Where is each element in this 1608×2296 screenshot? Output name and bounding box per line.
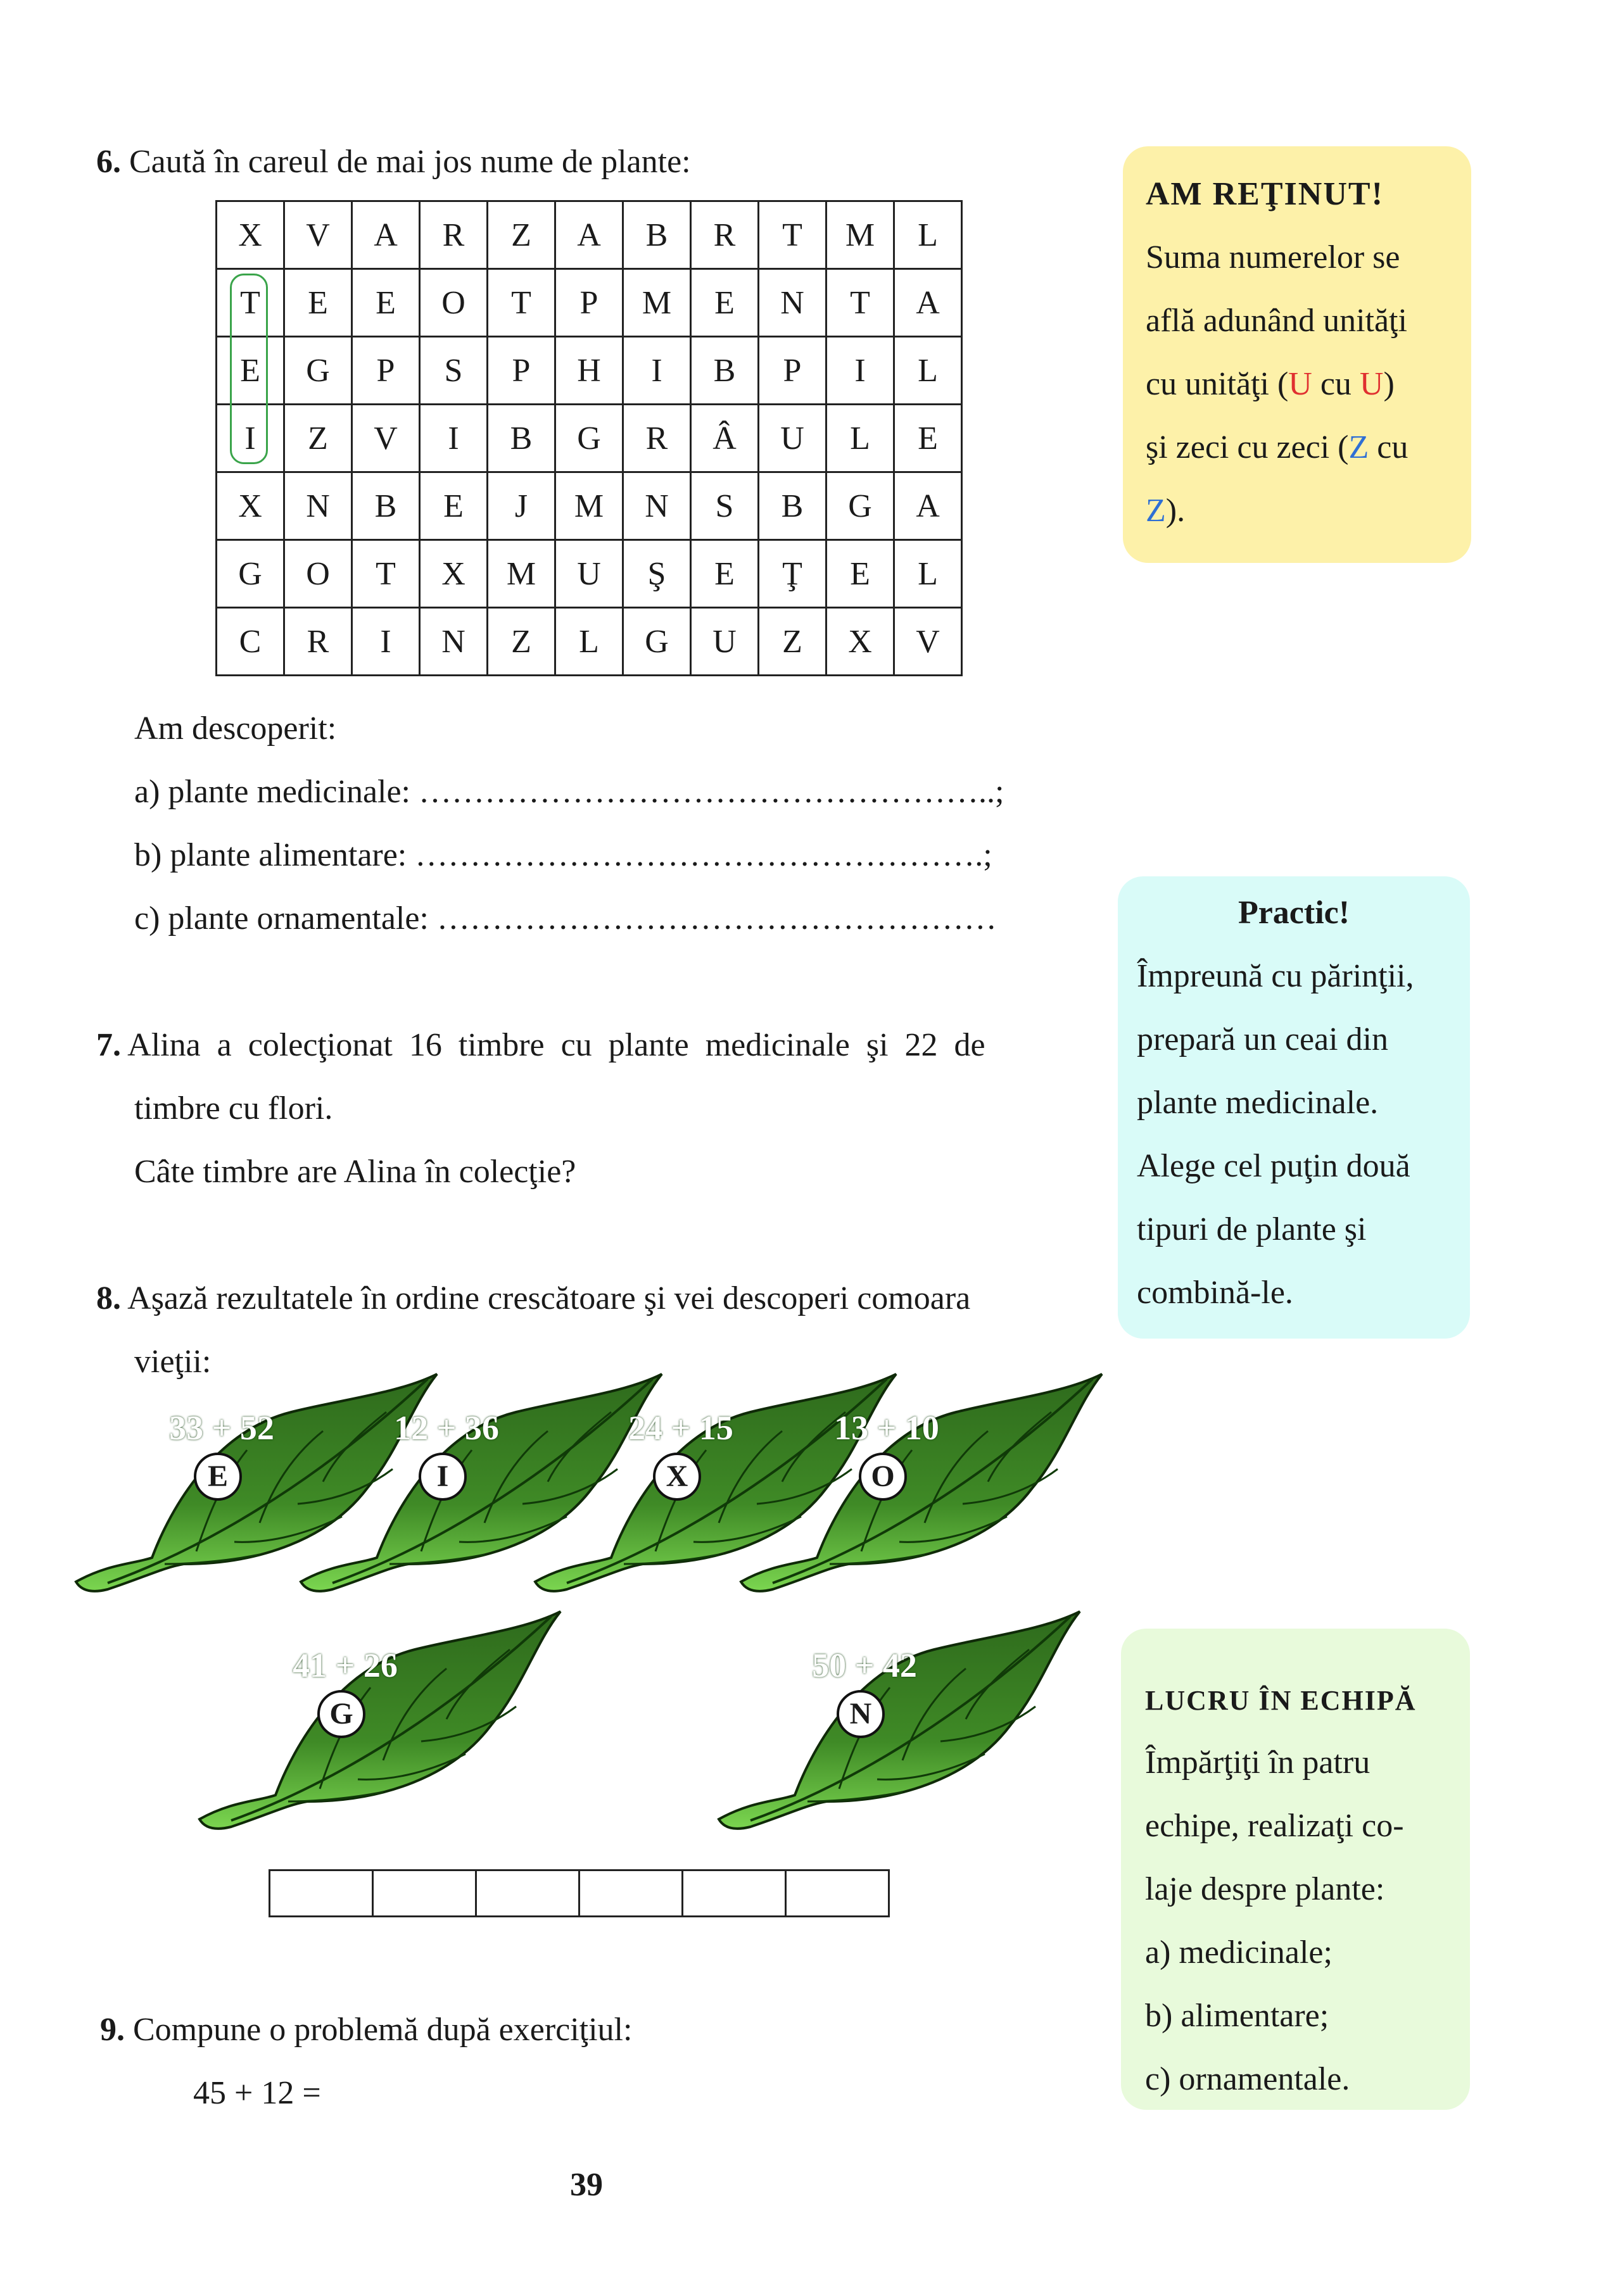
grid-row — [217, 201, 962, 269]
grid-row — [217, 337, 962, 405]
lucru-line: b) alimentare; — [1145, 1998, 1329, 2034]
grid-cell[interactable]: L — [555, 608, 623, 676]
practic-line: Împreună cu părinţii, — [1137, 958, 1414, 994]
ex6-answer-medicinal[interactable]: a) plante medicinale: ……………………………………………..; — [134, 774, 1004, 810]
grid-cell[interactable]: X — [217, 201, 284, 269]
grid-cell[interactable]: R — [420, 201, 488, 269]
retinut-line — [1146, 495, 1185, 527]
ex9-equation: 45 + 12 = — [193, 2075, 321, 2111]
grid-cell[interactable]: A — [894, 269, 962, 337]
ex8-line1 — [96, 1282, 970, 1315]
grid-cell[interactable]: L — [894, 201, 962, 269]
practic-line: combină-le. — [1137, 1275, 1293, 1311]
grid-cell[interactable]: N — [284, 472, 352, 540]
grid-cell[interactable]: X — [217, 472, 284, 540]
grid-cell[interactable]: N — [420, 608, 488, 676]
units-letter: U — [1288, 366, 1312, 402]
ex8-number: 8. — [96, 1280, 121, 1316]
grid-cell[interactable]: O — [420, 269, 488, 337]
retinut-line — [1146, 431, 1408, 464]
ex8-line2: vieţii: — [134, 1344, 212, 1380]
grid-cell[interactable]: E — [352, 269, 420, 337]
grid-cell[interactable]: S — [420, 337, 488, 405]
grid-cell[interactable]: L — [826, 405, 894, 472]
grid-cell[interactable]: U — [555, 540, 623, 608]
grid-cell[interactable]: Â — [691, 405, 759, 472]
leaf-letter-badge: N — [837, 1690, 885, 1738]
lucru-line: c) ornamentale. — [1145, 2061, 1350, 2097]
tens-letter: Z — [1146, 493, 1166, 529]
grid-cell[interactable]: O — [284, 540, 352, 608]
answer-cell[interactable] — [681, 1869, 787, 1917]
grid-cell[interactable]: R — [623, 405, 691, 472]
page-number: 39 — [570, 2167, 603, 2203]
grid-cell[interactable]: H — [555, 337, 623, 405]
tens-letter: Z — [1348, 429, 1369, 465]
grid-cell[interactable]: Z — [759, 608, 826, 676]
grid-cell[interactable]: I — [352, 608, 420, 676]
answer-cell[interactable] — [372, 1869, 477, 1917]
practic-box — [1118, 876, 1470, 1339]
grid-cell[interactable]: T — [826, 269, 894, 337]
grid-row — [217, 269, 962, 337]
grid-cell[interactable]: G — [623, 608, 691, 676]
grid-cell[interactable]: L — [894, 540, 962, 608]
grid-cell[interactable]: E — [826, 540, 894, 608]
retinut-title: AM REŢINUT! — [1146, 176, 1384, 212]
found-word-highlight — [230, 274, 268, 464]
grid-cell[interactable]: P — [759, 337, 826, 405]
leaf-5[interactable] — [193, 1612, 560, 1839]
grid-cell[interactable]: Ţ — [759, 540, 826, 608]
grid-cell[interactable]: I — [420, 405, 488, 472]
leaf-letter-badge: I — [419, 1453, 467, 1501]
ex7-number: 7. — [96, 1027, 121, 1063]
ex9-text: Compune o problemă după exerciţiul: — [133, 2012, 633, 2048]
grid-cell[interactable]: X — [826, 608, 894, 676]
grid-cell[interactable]: T — [759, 201, 826, 269]
grid-cell[interactable]: Z — [488, 201, 555, 269]
answer-cell[interactable] — [578, 1869, 683, 1917]
retinut-text: ). — [1165, 493, 1186, 529]
grid-cell[interactable]: U — [759, 405, 826, 472]
ex9-number: 9. — [100, 2012, 125, 2048]
leaf-expression: 33 + 52 — [169, 1409, 274, 1447]
grid-cell[interactable]: A — [352, 201, 420, 269]
grid-cell[interactable]: V — [352, 405, 420, 472]
grid-cell[interactable]: P — [352, 337, 420, 405]
lucru-line: laje despre plante: — [1145, 1871, 1385, 1907]
grid-cell[interactable]: M — [623, 269, 691, 337]
ex8-text: Aşază rezultatele în ordine crescătoare şi vei descoperi comoara — [127, 1280, 971, 1316]
leaf-expression: 12 + 36 — [394, 1409, 499, 1447]
grid-cell[interactable]: I — [623, 337, 691, 405]
grid-cell[interactable]: Z — [488, 608, 555, 676]
grid-cell[interactable]: R — [284, 608, 352, 676]
answer-cell[interactable] — [269, 1869, 374, 1917]
grid-cell[interactable]: M — [488, 540, 555, 608]
grid-cell[interactable]: M — [555, 472, 623, 540]
answer-cell[interactable] — [785, 1869, 890, 1917]
ex9-prompt — [100, 2014, 632, 2047]
grid-cell[interactable]: U — [691, 608, 759, 676]
grid-cell[interactable]: N — [759, 269, 826, 337]
grid-cell[interactable]: G — [826, 472, 894, 540]
practic-line: plante medicinale. — [1137, 1085, 1379, 1121]
grid-row — [217, 608, 962, 676]
grid-cell[interactable]: P — [555, 269, 623, 337]
leaf-letter-badge: G — [317, 1690, 365, 1738]
leaf-4[interactable] — [735, 1374, 1102, 1602]
grid-row — [217, 540, 962, 608]
ex7-line1 — [96, 1029, 985, 1062]
lucru-line: echipe, realizaţi co- — [1145, 1808, 1404, 1844]
practic-line: Alege cel puţin două — [1137, 1148, 1410, 1184]
practic-line: tipuri de plante şi — [1137, 1211, 1367, 1247]
ex6-number: 6. — [96, 144, 121, 180]
grid-cell[interactable]: T — [217, 269, 284, 337]
grid-cell[interactable]: X — [420, 540, 488, 608]
grid-cell[interactable]: B — [623, 201, 691, 269]
leaf-letter-badge: O — [859, 1453, 907, 1501]
grid-cell[interactable]: Z — [284, 405, 352, 472]
grid-cell[interactable]: E — [284, 269, 352, 337]
grid-cell[interactable]: I — [217, 405, 284, 472]
lucru-title: LUCRU ÎN ECHIPĂ — [1145, 1685, 1417, 1716]
answer-cell[interactable] — [475, 1869, 580, 1917]
leaf-letter-badge: X — [653, 1453, 701, 1501]
grid-cell[interactable]: G — [284, 337, 352, 405]
grid-cell[interactable]: G — [217, 540, 284, 608]
units-letter: U — [1359, 366, 1384, 402]
retinut-text: şi zeci cu zeci ( — [1146, 429, 1349, 465]
grid-cell[interactable]: R — [691, 201, 759, 269]
grid-cell[interactable]: M — [826, 201, 894, 269]
grid-cell[interactable]: S — [691, 472, 759, 540]
practic-line: prepară un ceai din — [1137, 1021, 1389, 1057]
ex6-prompt — [96, 146, 691, 179]
ex6-found-title: Am descoperit: — [134, 710, 337, 747]
grid-cell[interactable]: T — [488, 269, 555, 337]
leaf-letter-badge: E — [194, 1453, 242, 1501]
grid-cell[interactable]: E — [894, 405, 962, 472]
grid-cell[interactable]: J — [488, 472, 555, 540]
grid-cell[interactable]: T — [352, 540, 420, 608]
practic-title: Practic! — [1238, 895, 1350, 931]
leaf-expression: 24 + 15 — [628, 1409, 733, 1447]
retinut-line: Suma numerelor se — [1146, 239, 1400, 275]
retinut-box — [1123, 146, 1471, 563]
ex6-answer-alimentary[interactable]: b) plante alimentare: …………………………………………….; — [134, 837, 992, 873]
grid-cell[interactable]: B — [759, 472, 826, 540]
answer-boxes — [270, 1869, 890, 1917]
retinut-text: ) — [1383, 366, 1395, 402]
ex6-prompt-text: Caută în careul de mai jos nume de plante: — [129, 144, 691, 180]
retinut-text: cu — [1369, 429, 1409, 465]
grid-row — [217, 405, 962, 472]
grid-cell[interactable]: E — [420, 472, 488, 540]
lucru-line: Împărţiţi în patru — [1145, 1744, 1371, 1781]
retinut-line — [1146, 368, 1395, 401]
ex7-text: Alina a colecţionat 16 timbre cu plante medicinale şi 22 de — [127, 1027, 985, 1063]
word-search-grid — [215, 200, 963, 676]
grid-cell[interactable]: V — [284, 201, 352, 269]
retinut-line: află adunând unităţi — [1146, 303, 1407, 339]
retinut-text: cu — [1312, 366, 1360, 402]
grid-cell[interactable]: G — [555, 405, 623, 472]
lucru-line: a) medicinale; — [1145, 1934, 1333, 1971]
leaf-6[interactable] — [712, 1612, 1080, 1839]
grid-cell[interactable]: B — [488, 405, 555, 472]
grid-cell[interactable]: I — [826, 337, 894, 405]
grid-cell[interactable]: V — [894, 608, 962, 676]
grid-cell[interactable]: B — [352, 472, 420, 540]
grid-cell[interactable]: A — [555, 201, 623, 269]
ex7-line2: timbre cu flori. — [134, 1090, 333, 1126]
lucru-box — [1121, 1629, 1470, 2110]
leaf-expression: 41 + 26 — [293, 1646, 398, 1684]
leaf-expression: 50 + 42 — [812, 1646, 917, 1684]
ex7-question: Câte timbre are Alina în colecţie? — [134, 1154, 576, 1190]
leaf-expression: 13 + 10 — [834, 1409, 939, 1447]
grid-cell[interactable]: N — [623, 472, 691, 540]
retinut-text: cu unităţi ( — [1146, 366, 1289, 402]
ex6-answer-ornamental[interactable]: c) plante ornamentale: …………………………………………… — [134, 900, 997, 937]
grid-row — [217, 472, 962, 540]
grid-cell[interactable]: E — [217, 337, 284, 405]
grid-cell[interactable]: C — [217, 608, 284, 676]
grid-cell[interactable]: A — [894, 472, 962, 540]
grid-cell[interactable]: B — [691, 337, 759, 405]
grid-cell[interactable]: L — [894, 337, 962, 405]
grid-cell[interactable]: P — [488, 337, 555, 405]
grid-cell[interactable]: Ş — [623, 540, 691, 608]
grid-cell[interactable]: E — [691, 540, 759, 608]
grid-cell[interactable]: E — [691, 269, 759, 337]
